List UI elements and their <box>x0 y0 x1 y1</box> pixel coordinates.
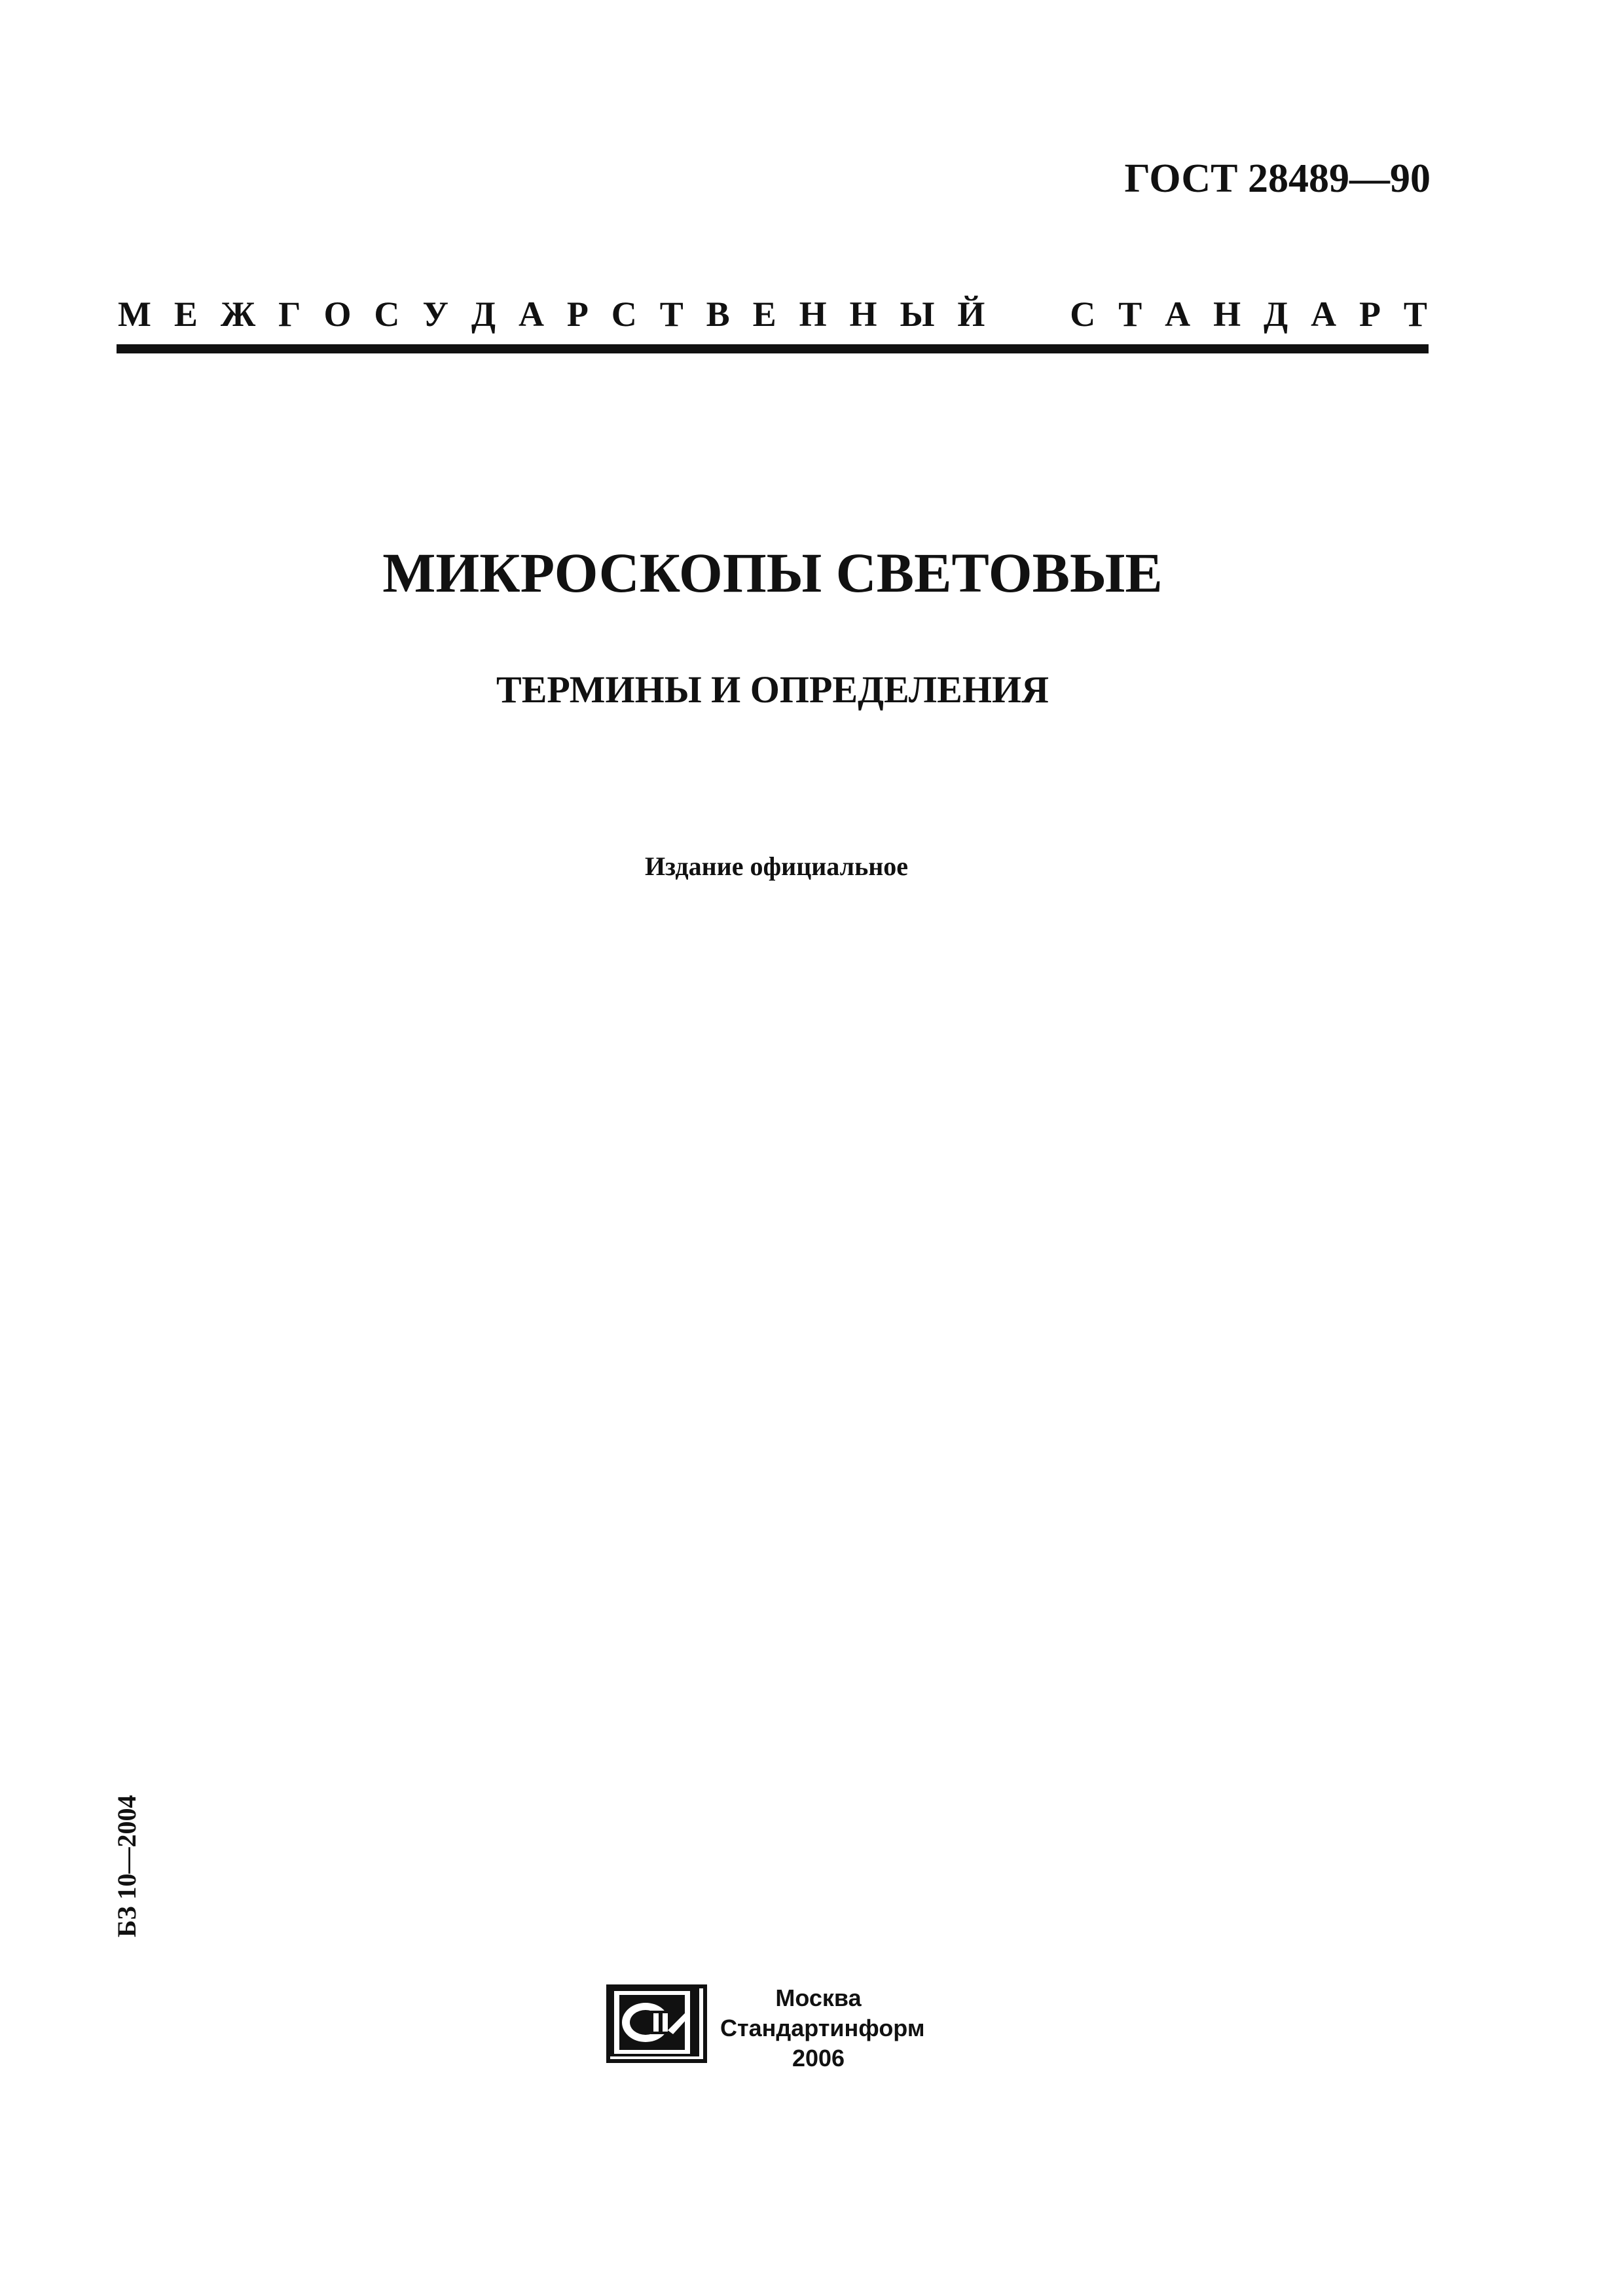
letter: Е <box>752 295 776 334</box>
letter: Р <box>566 295 589 334</box>
letter: Т <box>1403 295 1427 334</box>
standard-type-heading <box>118 291 1427 337</box>
letter: С <box>611 295 637 334</box>
heading-rule <box>117 344 1429 353</box>
letter: Й <box>957 295 985 334</box>
standartinform-logo-icon <box>605 1982 708 2063</box>
letter: Ы <box>900 295 935 334</box>
letter: Т <box>659 295 684 334</box>
letter: Н <box>849 295 877 334</box>
letter: А <box>518 295 544 334</box>
main-title: МИКРОСКОПЫ СВЕТОВЫЕ <box>382 541 1163 604</box>
letter: Н <box>799 295 827 334</box>
side-code-block <box>111 1795 151 1977</box>
edition-label: Издание официальное <box>644 852 909 881</box>
letter: Д <box>1264 295 1288 334</box>
letter: Т <box>1118 295 1142 334</box>
letter: С <box>1070 295 1096 334</box>
document-number: ГОСТ 28489—90 <box>1124 156 1431 201</box>
letter: У <box>422 295 448 334</box>
side-code: БЗ 10—2004 <box>112 1795 141 1937</box>
publisher-block <box>720 1983 925 2073</box>
letter: В <box>706 295 730 334</box>
letter: А <box>1165 295 1191 334</box>
publisher-name: Стандартинформ <box>720 2015 925 2041</box>
letter: С <box>374 295 400 334</box>
letter: Ж <box>220 295 256 334</box>
letter: Р <box>1359 295 1381 334</box>
publisher-year: 2006 <box>792 2045 845 2072</box>
subtitle: ТЕРМИНЫ И ОПРЕДЕЛЕНИЯ <box>496 668 1049 711</box>
letter: Г <box>278 295 301 334</box>
letter: А <box>1311 295 1337 334</box>
letter: Е <box>173 295 198 334</box>
letter: О <box>323 295 352 334</box>
letter: Н <box>1213 295 1241 334</box>
publisher-city: Москва <box>775 1984 862 2011</box>
letter: Д <box>471 295 496 334</box>
letter: М <box>118 295 151 334</box>
